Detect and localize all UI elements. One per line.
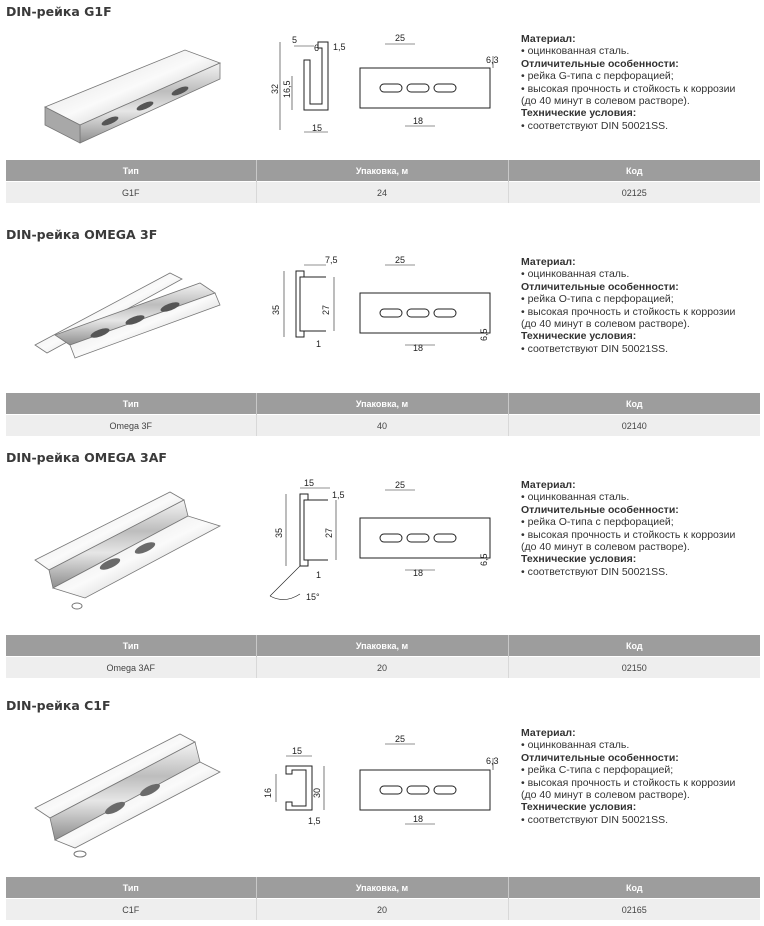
spec-material-label: Материал: bbox=[521, 479, 576, 491]
spec-tech: • соответствуют DIN 50021SS. bbox=[521, 565, 669, 578]
rail-photo bbox=[20, 728, 245, 868]
cell-type: C1F bbox=[6, 899, 256, 921]
svg-text:27: 27 bbox=[324, 527, 334, 538]
spec-tech-label: Технические условия: bbox=[521, 330, 637, 343]
product-table bbox=[6, 160, 760, 203]
spec-feature: • рейка О-типа с перфорацией; bbox=[521, 293, 674, 306]
svg-text:18: 18 bbox=[413, 116, 424, 126]
product-table bbox=[6, 877, 760, 920]
cell-code: 02140 bbox=[508, 415, 760, 437]
cell-pack: 20 bbox=[256, 899, 508, 921]
spec-material: • оцинкованная сталь. bbox=[521, 268, 630, 281]
svg-text:18: 18 bbox=[413, 814, 424, 824]
col-code: Код bbox=[508, 160, 760, 182]
rail-photo bbox=[20, 263, 245, 403]
spec-tech: • соответствуют DIN 50021SS. bbox=[521, 813, 669, 826]
section-title: DIN-рейка C1F bbox=[6, 698, 111, 713]
spec-material: • оцинкованная сталь. bbox=[521, 491, 630, 504]
spec-block bbox=[521, 727, 761, 826]
spec-feature: • высокая прочность и стойкость к коррозии bbox=[521, 776, 736, 789]
section-title: DIN-рейка OMEGA 3AF bbox=[6, 450, 167, 465]
spec-material: • оцинкованная сталь. bbox=[521, 739, 630, 752]
svg-text:1: 1 bbox=[316, 570, 322, 580]
svg-text:32: 32 bbox=[270, 83, 280, 94]
cell-type: G1F bbox=[6, 182, 256, 204]
cell-code: 02150 bbox=[508, 657, 760, 679]
profile-drawing bbox=[260, 476, 350, 606]
cell-pack: 20 bbox=[256, 657, 508, 679]
svg-text:25: 25 bbox=[395, 33, 406, 43]
table-header-row bbox=[6, 160, 760, 182]
spec-material-label: Материал: bbox=[521, 33, 576, 45]
table-row bbox=[6, 899, 760, 921]
svg-text:6,3: 6,3 bbox=[486, 55, 499, 65]
table-row bbox=[6, 182, 760, 204]
cell-code: 02125 bbox=[508, 182, 760, 204]
spec-feature: (до 40 минут в солевом растворе). bbox=[521, 789, 690, 802]
svg-text:16,5: 16,5 bbox=[282, 80, 292, 98]
rail-photo bbox=[20, 486, 245, 626]
cell-code: 02165 bbox=[508, 899, 760, 921]
spec-material-label: Материал: bbox=[521, 727, 576, 739]
cell-type: Omega 3F bbox=[6, 415, 256, 437]
spec-tech: • соответствуют DIN 50021SS. bbox=[521, 342, 669, 355]
spec-feature: • высокая прочность и стойкость к коррозии bbox=[521, 82, 736, 95]
svg-text:18: 18 bbox=[413, 568, 424, 578]
svg-text:30: 30 bbox=[312, 787, 322, 798]
spec-tech-label: Технические условия: bbox=[521, 801, 637, 814]
spec-material-label: Материал: bbox=[521, 256, 576, 268]
table-row bbox=[6, 657, 760, 679]
perforation-drawing bbox=[355, 476, 500, 586]
spec-features-label: Отличительные особенности: bbox=[521, 57, 679, 70]
svg-text:15: 15 bbox=[304, 478, 315, 488]
spec-tech-label: Технические условия: bbox=[521, 553, 637, 566]
svg-text:6,5: 6,5 bbox=[479, 553, 489, 566]
svg-text:15°: 15° bbox=[306, 592, 320, 602]
svg-text:35: 35 bbox=[274, 527, 284, 538]
profile-drawing bbox=[270, 253, 350, 353]
svg-text:1: 1 bbox=[316, 339, 322, 349]
col-type: Тип bbox=[6, 160, 256, 182]
profile-drawing bbox=[262, 744, 342, 834]
cell-type: Omega 3AF bbox=[6, 657, 256, 679]
svg-text:35: 35 bbox=[271, 304, 281, 315]
spec-block bbox=[521, 479, 761, 578]
svg-text:16: 16 bbox=[263, 787, 273, 798]
table-header-row bbox=[6, 877, 760, 899]
table-row bbox=[6, 415, 760, 437]
svg-text:6: 6 bbox=[314, 43, 320, 53]
svg-text:7,5: 7,5 bbox=[325, 255, 338, 265]
cell-pack: 40 bbox=[256, 415, 508, 437]
col-code: Код bbox=[508, 635, 760, 657]
perforation-drawing bbox=[355, 253, 500, 353]
spec-feature: (до 40 минут в солевом растворе). bbox=[521, 318, 690, 331]
svg-text:15: 15 bbox=[292, 746, 303, 756]
svg-text:25: 25 bbox=[395, 480, 406, 490]
col-pack: Упаковка, м bbox=[256, 635, 508, 657]
table-header-row bbox=[6, 393, 760, 415]
svg-text:1,5: 1,5 bbox=[332, 490, 345, 500]
spec-features-label: Отличительные особенности: bbox=[521, 503, 679, 516]
spec-block bbox=[521, 33, 761, 132]
col-code: Код bbox=[508, 877, 760, 899]
spec-block bbox=[521, 256, 761, 355]
spec-material: • оцинкованная сталь. bbox=[521, 45, 630, 58]
spec-feature: • рейка G-типа с перфорацией; bbox=[521, 70, 674, 83]
profile-drawing bbox=[270, 30, 350, 140]
spec-feature: • рейка С-типа с перфорацией; bbox=[521, 764, 674, 777]
spec-feature: (до 40 минут в солевом растворе). bbox=[521, 541, 690, 554]
svg-text:1,5: 1,5 bbox=[308, 816, 321, 826]
spec-feature: • высокая прочность и стойкость к коррозии bbox=[521, 528, 736, 541]
perforation-drawing bbox=[355, 30, 500, 140]
svg-text:15: 15 bbox=[312, 123, 323, 133]
svg-text:25: 25 bbox=[395, 255, 406, 265]
col-type: Тип bbox=[6, 635, 256, 657]
spec-feature: (до 40 минут в солевом растворе). bbox=[521, 95, 690, 108]
cell-pack: 24 bbox=[256, 182, 508, 204]
col-type: Тип bbox=[6, 877, 256, 899]
svg-text:1,5: 1,5 bbox=[333, 42, 346, 52]
col-pack: Упаковка, м bbox=[256, 393, 508, 415]
svg-text:18: 18 bbox=[413, 343, 424, 353]
table-header-row bbox=[6, 635, 760, 657]
spec-feature: • рейка О-типа с перфорацией; bbox=[521, 516, 674, 529]
svg-text:27: 27 bbox=[321, 304, 331, 315]
svg-text:5: 5 bbox=[292, 35, 298, 45]
spec-features-label: Отличительные особенности: bbox=[521, 751, 679, 764]
col-code: Код bbox=[508, 393, 760, 415]
spec-features-label: Отличительные особенности: bbox=[521, 280, 679, 293]
perforation-drawing bbox=[355, 730, 500, 834]
spec-tech-label: Технические условия: bbox=[521, 107, 637, 120]
product-table bbox=[6, 393, 760, 436]
product-table bbox=[6, 635, 760, 678]
section-title: DIN-рейка OMEGA 3F bbox=[6, 227, 158, 242]
col-pack: Упаковка, м bbox=[256, 160, 508, 182]
svg-text:25: 25 bbox=[395, 734, 406, 744]
spec-feature: • высокая прочность и стойкость к коррозии bbox=[521, 305, 736, 318]
spec-tech: • соответствуют DIN 50021SS. bbox=[521, 119, 669, 132]
section-title: DIN-рейка G1F bbox=[6, 4, 112, 19]
col-pack: Упаковка, м bbox=[256, 877, 508, 899]
svg-text:6,5: 6,5 bbox=[479, 328, 489, 341]
svg-text:6,3: 6,3 bbox=[486, 756, 499, 766]
col-type: Тип bbox=[6, 393, 256, 415]
